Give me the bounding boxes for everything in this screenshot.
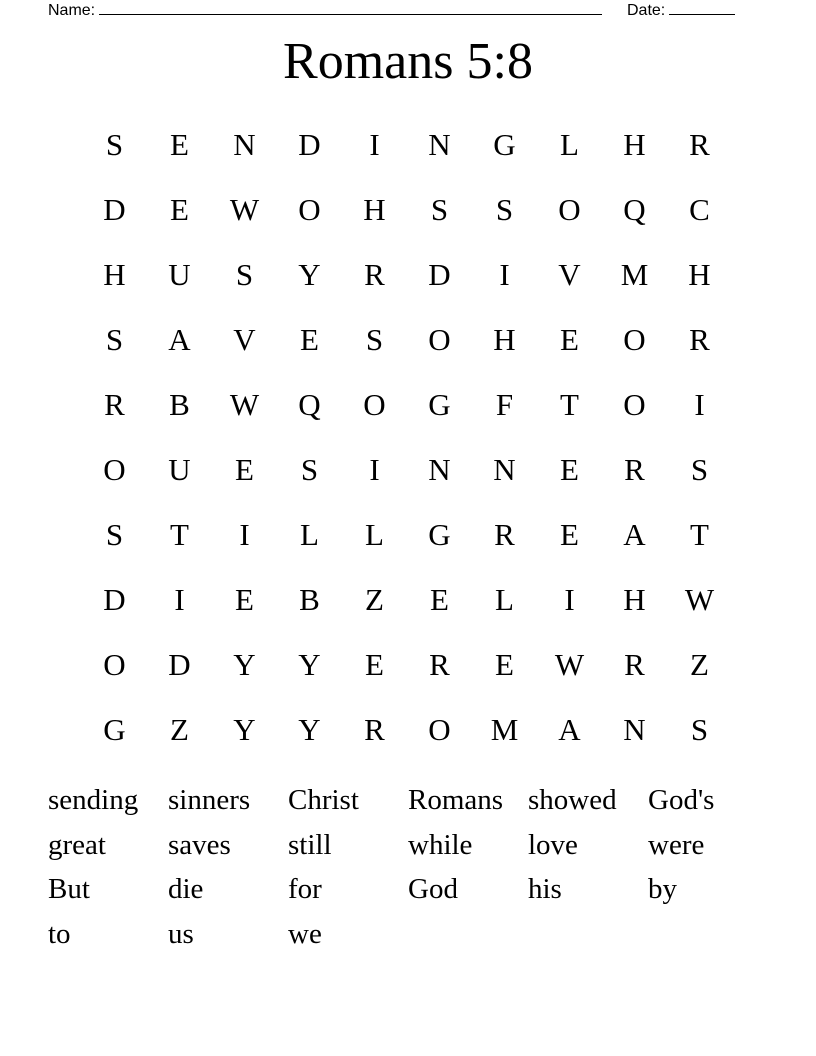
word-bank-item: sending xyxy=(48,784,139,816)
word-bank-item: still xyxy=(288,828,332,861)
grid-letter[interactable]: E xyxy=(365,646,384,682)
grid-letter[interactable]: G xyxy=(493,126,516,162)
grid-letter[interactable]: R xyxy=(429,646,450,682)
grid-letter[interactable]: W xyxy=(229,386,260,422)
grid-letter[interactable]: N xyxy=(493,451,516,487)
word-bank-item: Christ xyxy=(288,784,359,816)
grid-letter[interactable]: E xyxy=(235,581,254,617)
grid-letter[interactable]: S xyxy=(300,451,319,487)
grid-letter[interactable]: I xyxy=(369,126,380,162)
word-bank-item: Romans xyxy=(408,784,504,816)
grid-letter[interactable]: S xyxy=(105,516,124,552)
grid-letter[interactable]: Y xyxy=(298,256,321,292)
grid-letter[interactable]: T xyxy=(690,516,709,552)
grid-letter[interactable]: S xyxy=(105,126,124,162)
grid-letter[interactable]: D xyxy=(103,191,126,227)
grid-letter[interactable]: S xyxy=(105,321,124,357)
grid-letter[interactable]: G xyxy=(103,711,126,747)
grid-letter[interactable]: B xyxy=(169,386,190,422)
grid-letter[interactable]: A xyxy=(168,321,191,357)
word-bank-item: love xyxy=(528,828,578,861)
grid-letter[interactable]: S xyxy=(365,321,384,357)
grid-letter[interactable]: A xyxy=(558,711,581,747)
grid-letter[interactable]: C xyxy=(689,191,710,227)
grid-letter[interactable]: I xyxy=(499,256,510,292)
grid-letter[interactable]: T xyxy=(560,386,579,422)
grid-letter[interactable]: O xyxy=(428,321,451,357)
grid-letter[interactable]: E xyxy=(170,126,189,162)
word-bank-item: his xyxy=(528,873,562,905)
word-bank-item: were xyxy=(648,828,705,861)
grid-letter[interactable]: E xyxy=(430,581,449,617)
grid-letter[interactable]: S xyxy=(690,451,709,487)
grid-letter[interactable]: I xyxy=(174,581,185,617)
word-bank-item: to xyxy=(48,917,71,950)
grid-letter[interactable]: E xyxy=(235,451,254,487)
grid-letter[interactable]: Z xyxy=(170,711,189,747)
grid-letter[interactable]: R xyxy=(364,256,385,292)
grid-letter[interactable]: I xyxy=(369,451,380,487)
grid-letter[interactable]: O xyxy=(103,646,126,682)
word-search-grid xyxy=(82,112,732,762)
word-bank-item: saves xyxy=(168,828,231,861)
grid-letter[interactable]: E xyxy=(560,451,579,487)
grid-letter[interactable]: Q xyxy=(298,386,321,422)
word-bank-item: for xyxy=(288,873,322,905)
grid-letter[interactable]: Y xyxy=(233,711,256,747)
grid-letter[interactable]: L xyxy=(300,516,319,552)
word-bank-item: die xyxy=(168,873,204,905)
grid-letter[interactable]: O xyxy=(623,321,646,357)
page-title: Romans 5:8 xyxy=(283,33,533,90)
grid-letter[interactable]: B xyxy=(299,581,320,617)
word-bank-item: while xyxy=(408,828,473,861)
word-bank-item: God xyxy=(408,873,458,905)
header-row xyxy=(48,0,740,20)
word-bank-item: us xyxy=(168,917,194,950)
grid-letter[interactable]: Y xyxy=(298,646,321,682)
word-bank-item: showed xyxy=(528,784,617,816)
grid-letter[interactable]: E xyxy=(560,516,579,552)
grid-letter[interactable]: E xyxy=(300,321,319,357)
grid-letter[interactable]: I xyxy=(239,516,250,552)
grid-letter[interactable]: S xyxy=(235,256,254,292)
grid-letter[interactable]: F xyxy=(495,386,514,422)
word-bank-item: by xyxy=(648,873,677,905)
grid-letter[interactable]: Z xyxy=(690,646,709,682)
word-bank xyxy=(48,778,768,956)
grid-letter[interactable]: H xyxy=(103,256,126,292)
grid-letter[interactable]: R xyxy=(494,516,515,552)
grid-letter[interactable]: W xyxy=(684,581,715,617)
grid-letter[interactable]: O xyxy=(298,191,321,227)
grid-letter[interactable]: D xyxy=(298,126,321,162)
grid-letter[interactable]: U xyxy=(168,256,191,292)
grid-letter[interactable]: Z xyxy=(365,581,384,617)
grid-letter[interactable]: O xyxy=(428,711,451,747)
name-label: Name: xyxy=(48,2,96,19)
grid-letter[interactable]: Y xyxy=(233,646,256,682)
date-blank-line[interactable] xyxy=(669,0,735,15)
grid-letter[interactable]: R xyxy=(689,321,710,357)
grid-letter[interactable]: E xyxy=(495,646,514,682)
grid-letter[interactable]: V xyxy=(233,321,256,357)
grid-letter[interactable]: Q xyxy=(623,191,646,227)
grid-letter[interactable]: G xyxy=(428,516,451,552)
grid-letter[interactable]: L xyxy=(365,516,384,552)
grid-letter[interactable]: O xyxy=(103,451,126,487)
name-field[interactable] xyxy=(48,0,602,20)
grid-letter[interactable]: L xyxy=(495,581,514,617)
word-bank-item: sinners xyxy=(168,784,251,816)
grid-letter[interactable]: R xyxy=(624,646,645,682)
grid-letter[interactable]: O xyxy=(558,191,581,227)
grid-letter[interactable]: W xyxy=(554,646,585,682)
grid-letter[interactable]: R xyxy=(689,126,710,162)
grid-letter[interactable]: V xyxy=(558,256,581,292)
grid-letter[interactable]: N xyxy=(428,126,451,162)
grid-letter[interactable]: M xyxy=(490,711,519,747)
grid-letter[interactable]: H xyxy=(623,126,646,162)
word-bank-item: great xyxy=(48,828,106,861)
grid-letter[interactable]: S xyxy=(690,711,709,747)
grid-letter[interactable]: S xyxy=(495,191,514,227)
grid-letter[interactable]: G xyxy=(428,386,451,422)
date-field[interactable] xyxy=(627,0,735,20)
grid-letter[interactable]: L xyxy=(560,126,579,162)
grid-letter[interactable]: E xyxy=(170,191,189,227)
grid-letter[interactable]: S xyxy=(430,191,449,227)
grid-letter[interactable]: E xyxy=(560,321,579,357)
word-bank-item: God's xyxy=(648,784,715,816)
grid-letter[interactable]: R xyxy=(624,451,645,487)
grid-letter[interactable]: A xyxy=(623,516,646,552)
grid-letter[interactable]: N xyxy=(623,711,646,747)
grid-letter[interactable]: R xyxy=(104,386,125,422)
grid-letter[interactable]: H xyxy=(363,191,386,227)
grid-letter[interactable]: W xyxy=(229,191,260,227)
name-blank-line[interactable] xyxy=(99,0,602,15)
date-label: Date: xyxy=(627,2,666,19)
grid-letter[interactable]: R xyxy=(364,711,385,747)
grid-letter[interactable]: O xyxy=(363,386,386,422)
grid-letter[interactable]: U xyxy=(168,451,191,487)
grid-letter[interactable]: H xyxy=(623,581,646,617)
grid-letter[interactable]: M xyxy=(620,256,649,292)
grid-letter[interactable]: I xyxy=(694,386,705,422)
grid-letter[interactable]: O xyxy=(623,386,646,422)
grid-letter[interactable]: H xyxy=(493,321,516,357)
grid-letter[interactable]: D xyxy=(428,256,451,292)
grid-letter[interactable]: N xyxy=(428,451,451,487)
grid-letter[interactable]: N xyxy=(233,126,256,162)
grid-letter[interactable]: T xyxy=(170,516,189,552)
grid-letter[interactable]: D xyxy=(168,646,191,682)
grid-letter[interactable]: I xyxy=(564,581,575,617)
word-bank-item: But xyxy=(48,873,90,905)
word-bank-item: we xyxy=(288,917,322,950)
grid-letter[interactable]: D xyxy=(103,581,126,617)
grid-letter[interactable]: H xyxy=(688,256,711,292)
grid-letter[interactable]: Y xyxy=(298,711,321,747)
